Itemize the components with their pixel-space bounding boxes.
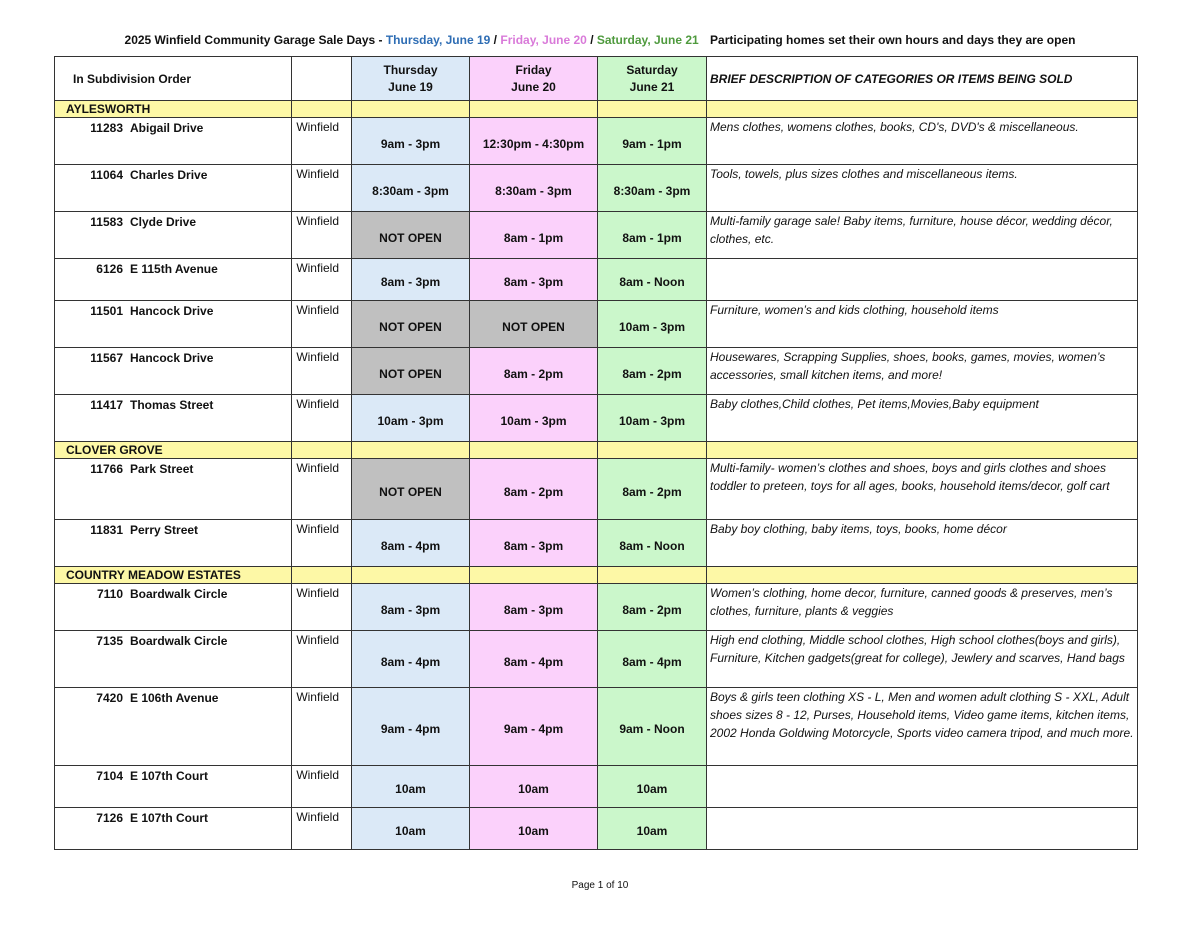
saturday-hours: 8am - Noon xyxy=(598,520,707,567)
saturday-hours: 9am - Noon xyxy=(598,688,707,766)
column-header-friday xyxy=(470,57,598,101)
street-name: Perry Street xyxy=(130,523,199,537)
header-saturday: Saturday, June 21 xyxy=(596,33,699,47)
friday-hours: 8am - 4pm xyxy=(470,631,598,688)
house-number: 11283 xyxy=(90,121,123,135)
city-label: Winfield xyxy=(292,118,352,165)
subdivision-filler-cell xyxy=(352,101,470,118)
subdivision-filler-cell xyxy=(598,567,707,584)
thursday-hours: NOT OPEN xyxy=(352,212,470,259)
address-cell xyxy=(55,212,292,259)
header-note: Participating homes set their own hours and days they are open xyxy=(710,33,1076,47)
subdivision-filler-cell xyxy=(292,101,352,118)
thursday-hours: NOT OPEN xyxy=(352,459,470,520)
house-number: 11064 xyxy=(90,168,123,182)
street-name: Charles Drive xyxy=(130,168,208,182)
thursday-hours: 10am xyxy=(352,766,470,808)
saturday-hours: 10am xyxy=(598,808,707,850)
column-header-description: BRIEF DESCRIPTION OF CATEGORIES OR ITEMS BEING SOLD xyxy=(707,57,1138,101)
friday-hours: 12:30pm - 4:30pm xyxy=(470,118,598,165)
item-description: Baby clothes,Child clothes, Pet items,Movies,Baby equipment xyxy=(707,395,1138,442)
table-row xyxy=(55,808,1138,850)
item-description: Furniture, women’s and kids clothing, household items xyxy=(707,301,1138,348)
header-slash-1: / xyxy=(493,33,498,47)
friday-hours: 8am - 2pm xyxy=(470,459,598,520)
address-cell xyxy=(55,259,292,301)
table-row xyxy=(55,584,1138,631)
subdivision-filler-cell xyxy=(470,101,598,118)
thursday-hours: 8:30am - 3pm xyxy=(352,165,470,212)
item-description: Housewares, Scrapping Supplies, shoes, books, games, movies, women’s accessories, small kitchen items, and more! xyxy=(707,348,1138,395)
subdivision-filler-cell xyxy=(598,442,707,459)
page-header xyxy=(0,33,1200,47)
column-header-city xyxy=(292,57,352,101)
friday-hours: NOT OPEN xyxy=(470,301,598,348)
address-cell xyxy=(55,688,292,766)
subdivision-row xyxy=(55,101,1138,118)
house-number: 7135 xyxy=(96,634,123,648)
column-header-order: In Subdivision Order xyxy=(55,57,292,101)
friday-hours: 8am - 2pm xyxy=(470,348,598,395)
address-cell xyxy=(55,165,292,212)
subdivision-filler-cell xyxy=(470,567,598,584)
item-description xyxy=(707,766,1138,808)
subdivision-filler-cell xyxy=(707,567,1138,584)
house-number: 11583 xyxy=(90,215,123,229)
subdivision-filler-cell xyxy=(707,442,1138,459)
thursday-hours: 8am - 3pm xyxy=(352,259,470,301)
saturday-hours: 8am - Noon xyxy=(598,259,707,301)
city-label: Winfield xyxy=(292,688,352,766)
address-cell xyxy=(55,301,292,348)
item-description: Multi-family- women’s clothes and shoes, boys and girls clothes and shoes toddler to preteen, toys for all ages, books, household items/decor, golf cart xyxy=(707,459,1138,520)
table-row xyxy=(55,631,1138,688)
friday-hours: 8am - 3pm xyxy=(470,259,598,301)
house-number: 11501 xyxy=(90,304,123,318)
saturday-hours: 10am - 3pm xyxy=(598,301,707,348)
address-cell xyxy=(55,808,292,850)
house-number: 7110 xyxy=(96,587,123,601)
saturday-hours: 8am - 2pm xyxy=(598,459,707,520)
subdivision-filler-cell xyxy=(292,442,352,459)
house-number: 6126 xyxy=(96,262,123,276)
house-number: 11417 xyxy=(90,398,123,412)
subdivision-row xyxy=(55,442,1138,459)
city-label: Winfield xyxy=(292,395,352,442)
thursday-hours: 8am - 4pm xyxy=(352,631,470,688)
friday-day-label: Friday xyxy=(515,62,552,77)
thursday-date-label: June 19 xyxy=(388,79,433,94)
subdivision-row xyxy=(55,567,1138,584)
subdivision-filler-cell xyxy=(598,101,707,118)
friday-hours: 8am - 3pm xyxy=(470,584,598,631)
table-row xyxy=(55,118,1138,165)
saturday-hours: 9am - 1pm xyxy=(598,118,707,165)
saturday-date-label: June 21 xyxy=(629,79,675,94)
friday-hours: 8am - 3pm xyxy=(470,520,598,567)
saturday-hours: 8am - 1pm xyxy=(598,212,707,259)
table-row xyxy=(55,301,1138,348)
item-description: Multi-family garage sale! Baby items, furniture, house décor, wedding décor, clothes, etc. xyxy=(707,212,1138,259)
subdivision-name: AYLESWORTH xyxy=(55,101,292,118)
street-name: E 115th Avenue xyxy=(130,262,218,276)
street-name: Hancock Drive xyxy=(130,351,214,365)
subdivision-filler-cell xyxy=(707,101,1138,118)
column-header-thursday xyxy=(352,57,470,101)
address-cell xyxy=(55,395,292,442)
saturday-hours: 8:30am - 3pm xyxy=(598,165,707,212)
garage-sale-table xyxy=(54,56,1138,850)
street-name: E 106th Avenue xyxy=(130,691,219,705)
column-header-saturday xyxy=(598,57,707,101)
thursday-hours: 8am - 3pm xyxy=(352,584,470,631)
street-name: E 107th Court xyxy=(130,769,209,783)
thursday-hours: 8am - 4pm xyxy=(352,520,470,567)
friday-hours: 10am xyxy=(470,766,598,808)
street-name: Clyde Drive xyxy=(130,215,197,229)
friday-hours: 8:30am - 3pm xyxy=(470,165,598,212)
item-description xyxy=(707,808,1138,850)
street-name: Hancock Drive xyxy=(130,304,214,318)
city-label: Winfield xyxy=(292,808,352,850)
city-label: Winfield xyxy=(292,212,352,259)
table-row xyxy=(55,459,1138,520)
item-description xyxy=(707,259,1138,301)
city-label: Winfield xyxy=(292,631,352,688)
house-number: 7420 xyxy=(96,691,123,705)
friday-hours: 9am - 4pm xyxy=(470,688,598,766)
street-name: Thomas Street xyxy=(130,398,214,412)
city-label: Winfield xyxy=(292,165,352,212)
friday-hours: 8am - 1pm xyxy=(470,212,598,259)
friday-hours: 10am - 3pm xyxy=(470,395,598,442)
friday-date-label: June 20 xyxy=(511,79,556,94)
header-thursday: Thursday, June 19 xyxy=(385,33,491,47)
header-friday: Friday, June 20 xyxy=(500,33,587,47)
thursday-hours: 9am - 3pm xyxy=(352,118,470,165)
column-header-row xyxy=(55,57,1138,101)
item-description: Mens clothes, womens clothes, books, CD's, DVD's & miscellaneous. xyxy=(707,118,1138,165)
table-row xyxy=(55,520,1138,567)
item-description: Women’s clothing, home decor, furniture, canned goods & preserves, men’s clothes, furniture, plants & veggies xyxy=(707,584,1138,631)
table-row xyxy=(55,212,1138,259)
thursday-hours: 9am - 4pm xyxy=(352,688,470,766)
saturday-hours: 8am - 2pm xyxy=(598,348,707,395)
city-label: Winfield xyxy=(292,520,352,567)
table-row xyxy=(55,259,1138,301)
street-name: Abigail Drive xyxy=(130,121,204,135)
table-row xyxy=(55,766,1138,808)
saturday-hours: 8am - 4pm xyxy=(598,631,707,688)
address-cell xyxy=(55,459,292,520)
address-cell xyxy=(55,631,292,688)
friday-hours: 10am xyxy=(470,808,598,850)
city-label: Winfield xyxy=(292,766,352,808)
street-name: Park Street xyxy=(130,462,194,476)
city-label: Winfield xyxy=(292,259,352,301)
city-label: Winfield xyxy=(292,301,352,348)
address-cell xyxy=(55,118,292,165)
table-row xyxy=(55,395,1138,442)
item-description: Tools, towels, plus sizes clothes and miscellaneous items. xyxy=(707,165,1138,212)
house-number: 11831 xyxy=(90,523,123,537)
item-description: Boys & girls teen clothing XS - L, Men and women adult clothing S - XXL, Adult shoes sizes 8 - 12, Purses, Household items, Video game items, kitchen items, 2002 Honda Goldwing Motorcycle, Sports video camera tripod, and much more. xyxy=(707,688,1138,766)
house-number: 7104 xyxy=(96,769,123,783)
subdivision-filler-cell xyxy=(292,567,352,584)
saturday-day-label: Saturday xyxy=(626,62,678,77)
house-number: 11567 xyxy=(90,351,123,365)
address-cell xyxy=(55,520,292,567)
subdivision-filler-cell xyxy=(352,442,470,459)
header-slash-2: / xyxy=(590,33,594,47)
address-cell xyxy=(55,766,292,808)
page-footer: Page 1 of 10 xyxy=(571,880,629,891)
address-cell xyxy=(55,584,292,631)
street-name: Boardwalk Circle xyxy=(130,634,228,648)
street-name: E 107th Court xyxy=(130,811,209,825)
table-row xyxy=(55,348,1138,395)
table-row xyxy=(55,688,1138,766)
thursday-hours: NOT OPEN xyxy=(352,348,470,395)
saturday-hours: 10am xyxy=(598,766,707,808)
thursday-hours: 10am xyxy=(352,808,470,850)
house-number: 7126 xyxy=(96,811,123,825)
header-title: 2025 Winfield Community Garage Sale Days - xyxy=(124,33,383,47)
subdivision-filler-cell xyxy=(470,442,598,459)
thursday-hours: NOT OPEN xyxy=(352,301,470,348)
table-body xyxy=(55,101,1138,850)
city-label: Winfield xyxy=(292,584,352,631)
subdivision-filler-cell xyxy=(352,567,470,584)
subdivision-name: COUNTRY MEADOW ESTATES xyxy=(55,567,292,584)
street-name: Boardwalk Circle xyxy=(130,587,228,601)
thursday-day-label: Thursday xyxy=(383,62,438,77)
address-cell xyxy=(55,348,292,395)
city-label: Winfield xyxy=(292,348,352,395)
table-row xyxy=(55,165,1138,212)
house-number: 11766 xyxy=(90,462,123,476)
city-label: Winfield xyxy=(292,459,352,520)
item-description: High end clothing, Middle school clothes, High school clothes(boys and girls), Furniture, Kitchen gadgets(great for college), Jewlery and scarves, Hand bags xyxy=(707,631,1138,688)
item-description: Baby boy clothing, baby items, toys, books, home décor xyxy=(707,520,1138,567)
saturday-hours: 10am - 3pm xyxy=(598,395,707,442)
saturday-hours: 8am - 2pm xyxy=(598,584,707,631)
thursday-hours: 10am - 3pm xyxy=(352,395,470,442)
subdivision-name: CLOVER GROVE xyxy=(55,442,292,459)
